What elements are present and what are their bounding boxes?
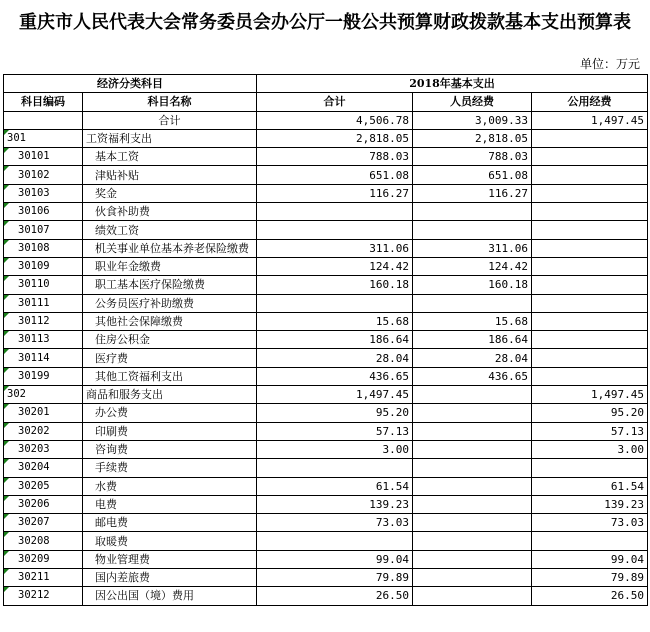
row-public: 26.50 (532, 587, 648, 605)
total-row-code (4, 111, 83, 129)
row-personnel: 436.65 (413, 367, 532, 385)
row-total (257, 294, 413, 312)
unit-label: 单位：万元 (579, 57, 640, 71)
row-personnel (413, 550, 532, 568)
row-name: 其他工资福利支出 (83, 367, 257, 385)
total-row-personnel: 3,009.33 (413, 111, 532, 129)
table-row (4, 495, 648, 513)
row-total (257, 203, 413, 221)
row-total: 26.50 (257, 587, 413, 605)
row-public: 57.13 (532, 422, 648, 440)
row-name: 印刷费 (83, 422, 257, 440)
row-code: 30113 (4, 331, 83, 349)
row-personnel: 311.06 (413, 239, 532, 257)
row-personnel (413, 440, 532, 458)
table-row (4, 587, 648, 605)
row-public (532, 312, 648, 330)
row-total: 1,497.45 (257, 386, 413, 404)
table-row (4, 239, 648, 257)
budget-table (3, 74, 648, 606)
row-name: 水费 (83, 477, 257, 495)
row-code: 30201 (4, 404, 83, 422)
row-code: 30211 (4, 569, 83, 587)
group-header-year: 2018年基本支出 (257, 75, 648, 93)
table-row (4, 312, 648, 330)
row-name: 公务员医疗补助缴费 (83, 294, 257, 312)
page-title: 重庆市人民代表大会常务委员会办公厅一般公共预算财政拨款基本支出预算表 (19, 12, 631, 33)
row-personnel (413, 221, 532, 239)
table-row (4, 514, 648, 532)
row-total: 160.18 (257, 276, 413, 294)
table-row (4, 257, 648, 275)
table-row (4, 349, 648, 367)
row-public (532, 367, 648, 385)
row-code: 30205 (4, 477, 83, 495)
column-header-total: 合计 (257, 93, 413, 111)
table-row (4, 331, 648, 349)
table-row (4, 276, 648, 294)
row-total: 79.89 (257, 569, 413, 587)
row-public (532, 257, 648, 275)
row-name: 医疗费 (83, 349, 257, 367)
table-row (4, 440, 648, 458)
table-row (4, 386, 648, 404)
row-total: 57.13 (257, 422, 413, 440)
column-header-name: 科目名称 (83, 93, 257, 111)
row-total: 61.54 (257, 477, 413, 495)
row-public (532, 184, 648, 202)
row-code: 30199 (4, 367, 83, 385)
row-personnel: 160.18 (413, 276, 532, 294)
row-personnel (413, 459, 532, 477)
row-total (257, 532, 413, 550)
row-name: 职业年金缴费 (83, 257, 257, 275)
column-header-code: 科目编码 (4, 93, 83, 111)
row-code: 30204 (4, 459, 83, 477)
table-row (4, 221, 648, 239)
row-public: 73.03 (532, 514, 648, 532)
row-code: 30111 (4, 294, 83, 312)
row-name: 因公出国（境）费用 (83, 587, 257, 605)
row-public (532, 294, 648, 312)
row-personnel (413, 477, 532, 495)
row-name: 津贴补贴 (83, 166, 257, 184)
total-row-total: 4,506.78 (257, 111, 413, 129)
row-name: 办公费 (83, 404, 257, 422)
row-code: 301 (4, 129, 83, 147)
total-row-label: 合计 (83, 111, 257, 129)
row-public (532, 203, 648, 221)
row-personnel (413, 569, 532, 587)
row-name: 工资福利支出 (83, 129, 257, 147)
row-code: 30112 (4, 312, 83, 330)
row-name: 电费 (83, 495, 257, 513)
row-public: 139.23 (532, 495, 648, 513)
row-name: 职工基本医疗保险缴费 (83, 276, 257, 294)
column-header-row (4, 93, 648, 111)
group-header-classification: 经济分类科目 (4, 75, 257, 93)
table-row (4, 404, 648, 422)
row-personnel (413, 495, 532, 513)
row-total: 436.65 (257, 367, 413, 385)
row-personnel (413, 294, 532, 312)
row-name: 机关事业单位基本养老保险缴费 (83, 239, 257, 257)
table-row (4, 550, 648, 568)
row-code: 30103 (4, 184, 83, 202)
row-name: 住房公积金 (83, 331, 257, 349)
row-code: 30107 (4, 221, 83, 239)
row-code: 30108 (4, 239, 83, 257)
row-name: 国内差旅费 (83, 569, 257, 587)
row-public: 99.04 (532, 550, 648, 568)
row-name: 基本工资 (83, 148, 257, 166)
row-personnel: 186.64 (413, 331, 532, 349)
row-personnel (413, 404, 532, 422)
table-row (4, 422, 648, 440)
row-code: 30209 (4, 550, 83, 568)
row-public: 1,497.45 (532, 386, 648, 404)
table-row (4, 184, 648, 202)
row-name: 取暖费 (83, 532, 257, 550)
row-total: 28.04 (257, 349, 413, 367)
row-personnel: 116.27 (413, 184, 532, 202)
row-personnel: 2,818.05 (413, 129, 532, 147)
row-total: 139.23 (257, 495, 413, 513)
total-row (4, 111, 648, 129)
row-total: 116.27 (257, 184, 413, 202)
row-personnel (413, 203, 532, 221)
row-code: 30106 (4, 203, 83, 221)
table-row (4, 166, 648, 184)
row-code: 30101 (4, 148, 83, 166)
row-total: 186.64 (257, 331, 413, 349)
row-total: 15.68 (257, 312, 413, 330)
row-public: 61.54 (532, 477, 648, 495)
row-personnel: 788.03 (413, 148, 532, 166)
row-public: 79.89 (532, 569, 648, 587)
row-code: 30109 (4, 257, 83, 275)
table-row (4, 203, 648, 221)
row-code: 30212 (4, 587, 83, 605)
row-personnel (413, 514, 532, 532)
row-name: 邮电费 (83, 514, 257, 532)
table-row (4, 459, 648, 477)
table-row (4, 367, 648, 385)
row-name: 手续费 (83, 459, 257, 477)
row-public (532, 221, 648, 239)
row-personnel: 15.68 (413, 312, 532, 330)
row-name: 咨询费 (83, 440, 257, 458)
row-public: 95.20 (532, 404, 648, 422)
table-row (4, 532, 648, 550)
row-public (532, 276, 648, 294)
row-personnel: 651.08 (413, 166, 532, 184)
table-row (4, 477, 648, 495)
column-header-personnel: 人员经费 (413, 93, 532, 111)
row-total (257, 459, 413, 477)
row-public (532, 166, 648, 184)
row-public (532, 239, 648, 257)
row-code: 30102 (4, 166, 83, 184)
row-personnel (413, 386, 532, 404)
row-code: 30207 (4, 514, 83, 532)
row-name: 绩效工资 (83, 221, 257, 239)
row-total: 124.42 (257, 257, 413, 275)
row-personnel: 28.04 (413, 349, 532, 367)
table-row (4, 294, 648, 312)
row-public (532, 148, 648, 166)
row-total: 99.04 (257, 550, 413, 568)
row-public: 3.00 (532, 440, 648, 458)
row-personnel (413, 422, 532, 440)
row-total: 95.20 (257, 404, 413, 422)
row-code: 30202 (4, 422, 83, 440)
total-row-public: 1,497.45 (532, 111, 648, 129)
row-personnel (413, 587, 532, 605)
row-total: 3.00 (257, 440, 413, 458)
row-code: 30206 (4, 495, 83, 513)
row-public (532, 349, 648, 367)
row-total: 2,818.05 (257, 129, 413, 147)
row-total: 651.08 (257, 166, 413, 184)
row-name: 奖金 (83, 184, 257, 202)
row-personnel (413, 532, 532, 550)
row-name: 物业管理费 (83, 550, 257, 568)
row-total: 311.06 (257, 239, 413, 257)
row-code: 302 (4, 386, 83, 404)
row-total (257, 221, 413, 239)
table-row (4, 148, 648, 166)
table-row (4, 569, 648, 587)
row-code: 30114 (4, 349, 83, 367)
row-code: 30203 (4, 440, 83, 458)
group-header-row (4, 75, 648, 93)
column-header-public: 公用经费 (532, 93, 648, 111)
row-name: 伙食补助费 (83, 203, 257, 221)
row-total: 73.03 (257, 514, 413, 532)
row-personnel: 124.42 (413, 257, 532, 275)
row-code: 30110 (4, 276, 83, 294)
row-total: 788.03 (257, 148, 413, 166)
row-public (532, 459, 648, 477)
table-row (4, 129, 648, 147)
row-public (532, 129, 648, 147)
row-public (532, 331, 648, 349)
row-code: 30208 (4, 532, 83, 550)
row-name: 商品和服务支出 (83, 386, 257, 404)
row-public (532, 532, 648, 550)
row-name: 其他社会保障缴费 (83, 312, 257, 330)
